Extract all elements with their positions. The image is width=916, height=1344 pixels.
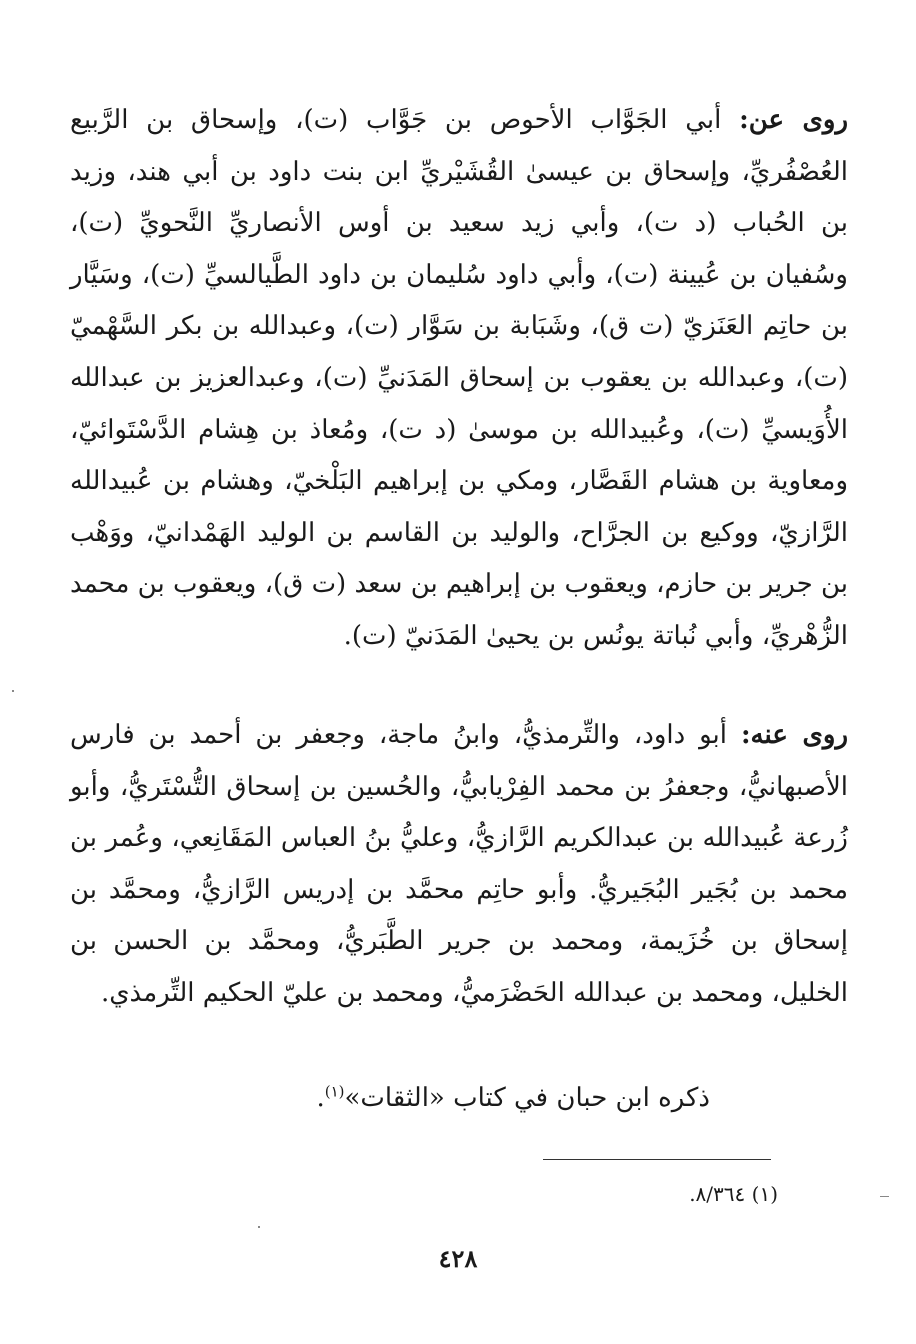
narrators-to-label: روى عنه: [740, 720, 849, 750]
citation-text: ذكره ابن حبان في كتاب «الثقات» [344, 1083, 710, 1113]
narrators-from-label: روى عن: [739, 105, 848, 135]
page-number: ٤٢٨ [438, 1244, 478, 1273]
scan-speck [12, 690, 14, 692]
narrators-to-paragraph [70, 710, 848, 1020]
scan-speck [880, 1196, 889, 1197]
narrators-to-text: أبو داود، والتِّرمذيُّ، وابنُ ماجة، وجعفر بن أحمد بن فارس الأصبهانيُّ، وجعفرُ بن محمد الفِرْيابيُّ، والحُسين بن إسحاق التُّسْتَريُّ، وأبو زُرعة عُبيدالله بن عبدالكريم الرَّازيُّ، وعليُّ بنُ العباس المَقَانِعي، وعُمر بن محمد بن بُجَير البُجَيريُّ. وأبو حاتِم محمَّد بن إدريس الرَّازيُّ، ومحمَّد بن إسحاق بن خُزَيمة، ومحمد بن جرير الطَّبَريُّ، ومحمَّد بن الحسن بن الخليل، ومحمد بن عبدالله الحَضْرَميُّ، ومحمد بن عليّ الحكيم التِّرمذي. [70, 720, 848, 1008]
scan-speck [258, 1226, 260, 1228]
citation-end: . [316, 1083, 325, 1113]
narrators-from-paragraph [70, 95, 848, 663]
footnote-divider [543, 1159, 771, 1160]
footnote-marker[interactable]: (١) [324, 1082, 345, 1101]
footnote: (١) ٨/٣٦٤. [689, 1182, 778, 1206]
narrators-from-text: أبي الجَوَّاب الأحوص بن جَوَّاب (ت)، وإسحاق بن الرَّبيع العُصْفُريِّ، وإسحاق بن عيسىٰ القُشَيْريِّ ابن بنت داود بن أبي هند، وزيد بن الحُباب (د ت)، وأبي زيد سعيد بن أوس الأنصاريِّ النَّحويِّ (ت)، وسُفيان بن عُيينة (ت)، وأبي داود سُليمان بن داود الطَّيالسيِّ (ت)، وسَيَّار بن حاتِم العَنَزيّ (ت ق)، وشَبَابة بن سَوَّار (ت)، وعبدالله بن بكر السَّهْميّ (ت)، وعبدالله بن يعقوب بن إسحاق المَدَنيِّ (ت)، وعبدالعزيز بن عبدالله الأُوَيسيِّ (ت)، وعُبيدالله بن موسىٰ (د ت)، ومُعاذ بن هِشام الدَّسْتَوائيّ، ومعاوية بن هشام القَصَّار، ومكي بن إبراهيم البَلْخيّ، وهشام بن عُبيدالله الرَّازيّ، ووكيع بن الجرَّاح، والوليد بن القاسم بن الوليد الهَمْدانيّ، ووَهْب بن جرير بن حازم، ويعقوب بن إبراهيم بن سعد (ت ق)، ويعقوب بن محمد الزُّهْريِّ، وأبي نُباتة يونُس بن يحيىٰ المَدَنيّ (ت). [70, 105, 848, 651]
citation-line [70, 1078, 710, 1118]
